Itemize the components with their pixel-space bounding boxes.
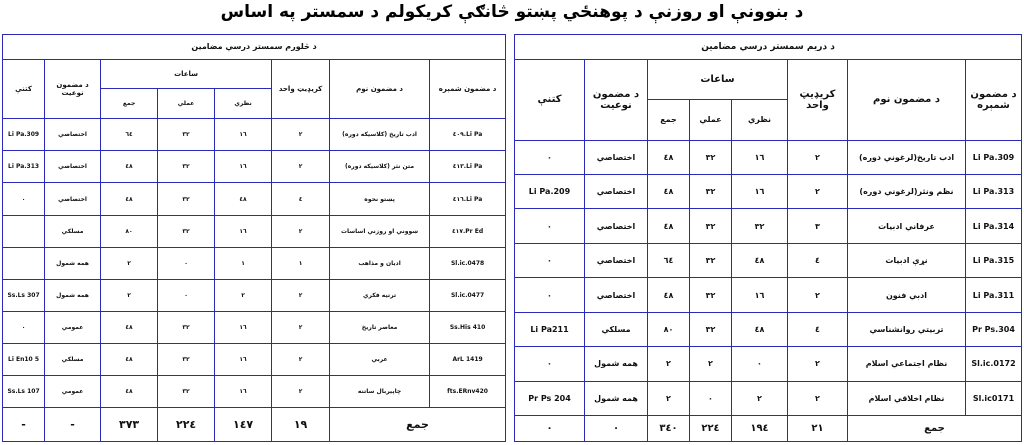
cell-credit: ٤ xyxy=(788,243,848,277)
cell-theory: ١٦ xyxy=(732,140,788,174)
cell-total: ٤٨ xyxy=(648,174,690,208)
totals-theory: ١٩٤ xyxy=(732,416,788,442)
cell-type: مسلکي xyxy=(585,312,648,346)
cell-practical: ٣٢ xyxy=(158,311,215,343)
totals-total: ٣٧٣ xyxy=(101,407,158,441)
cell-credit: ٢ xyxy=(788,140,848,174)
cell-code: Pr Ps.304 xyxy=(966,312,1022,346)
cell-name: تربيتي روانشناسي xyxy=(848,312,966,346)
cell-practical: ٣٢ xyxy=(690,312,732,346)
cell-credit: ٢ xyxy=(788,347,848,381)
cell-theory: ٤٨ xyxy=(732,243,788,277)
table-row xyxy=(3,151,506,183)
header-type: د مضمون نوعيت xyxy=(45,59,101,119)
semester-rows xyxy=(3,119,506,407)
cell-prereq: Li Pa.309 xyxy=(3,119,45,151)
cell-practical: ٣٢ xyxy=(690,243,732,277)
table-row xyxy=(515,278,1022,312)
cell-code: Li Pa.٤١٦ xyxy=(430,183,506,215)
cell-credit: ٢ xyxy=(272,215,330,247)
cell-type: اختصاصي xyxy=(585,209,648,243)
cell-theory: ٤٨ xyxy=(215,183,272,215)
cell-name: ادب تاريخ (کلاسيکه دوره) xyxy=(330,119,430,151)
cell-prereq: Li Pa211 xyxy=(515,312,585,346)
cell-name: نړې ادبيات xyxy=(848,243,966,277)
cell-total: ٤٨ xyxy=(648,209,690,243)
cell-credit: ٤ xyxy=(272,183,330,215)
cell-theory: ٠ xyxy=(732,347,788,381)
cell-code: Li Pa.311 xyxy=(966,278,1022,312)
cell-code: Li Pa.٤٠٩ xyxy=(430,119,506,151)
cell-credit: ٢ xyxy=(272,151,330,183)
cell-name: ادب تاريخ(لرغوني دوره) xyxy=(848,140,966,174)
cell-type: همه شمول xyxy=(45,247,101,279)
cell-practical: ٣٢ xyxy=(690,278,732,312)
header-type: د مضمون نوعيت xyxy=(585,59,648,140)
cell-credit: ٢ xyxy=(788,174,848,208)
totals-prereq: - xyxy=(3,407,45,441)
header-total: جمع xyxy=(101,89,158,119)
cell-practical: ٣٢ xyxy=(158,375,215,407)
totals-theory: ١٤٧ xyxy=(215,407,272,441)
cell-type: اختصاصي xyxy=(45,183,101,215)
table-row xyxy=(3,343,506,375)
table-row xyxy=(3,215,506,247)
cell-name: پښتو نحوه xyxy=(330,183,430,215)
totals-type: - xyxy=(45,407,101,441)
cell-total: ٦٤ xyxy=(648,243,690,277)
cell-credit: ٢ xyxy=(272,375,330,407)
cell-total: ٢ xyxy=(648,381,690,415)
cell-total: ٤٨ xyxy=(101,183,158,215)
cell-code: Li Pa.314 xyxy=(966,209,1022,243)
cell-practical: ٠ xyxy=(158,279,215,311)
cell-prereq: ٠ xyxy=(3,311,45,343)
header-theory: نظري xyxy=(215,89,272,119)
table-row xyxy=(515,209,1022,243)
table-row xyxy=(3,247,506,279)
cell-code: Sl.ic0171 xyxy=(966,381,1022,415)
semester-title: د دريم سمستر درسي مضامين xyxy=(515,35,1022,60)
cell-prereq: Ss.Ls 307 xyxy=(3,279,45,311)
cell-name: نظام اجتماعي اسلام xyxy=(848,347,966,381)
cell-theory: ١٦ xyxy=(215,151,272,183)
cell-type: همه شمول xyxy=(585,347,648,381)
cell-prereq: ٠ xyxy=(515,140,585,174)
cell-theory: ٤٨ xyxy=(732,312,788,346)
cell-code: Sl.ic.0172 xyxy=(966,347,1022,381)
cell-practical: ٣٢ xyxy=(158,151,215,183)
semester-rows xyxy=(515,140,1022,416)
cell-type: اختصاصي xyxy=(585,174,648,208)
cell-code: Ss.His 410 xyxy=(430,311,506,343)
cell-name: نظام اخلاقي اسلام xyxy=(848,381,966,415)
cell-type: عمومي xyxy=(45,311,101,343)
totals-label: جمع xyxy=(330,407,506,441)
cell-credit: ٢ xyxy=(788,381,848,415)
totals-credit: ٢١ xyxy=(788,416,848,442)
cell-name: ښوونې او روزنې اساسات xyxy=(330,215,430,247)
cell-type: همه شمول xyxy=(585,381,648,415)
cell-credit: ٢ xyxy=(272,343,330,375)
cell-code: Sl.ic.0478 xyxy=(430,247,506,279)
cell-name: ادبي فنون xyxy=(848,278,966,312)
cell-prereq: Pr Ps 204 xyxy=(515,381,585,415)
header-theory: نظري xyxy=(732,99,788,140)
totals-prereq: ٠ xyxy=(515,416,585,442)
totals-label: جمع xyxy=(848,416,1022,442)
cell-code: Pr Ed.٤١٧ xyxy=(430,215,506,247)
table-row xyxy=(3,279,506,311)
header-practical: عملي xyxy=(690,99,732,140)
totals-total: ٣٤٠ xyxy=(648,416,690,442)
cell-theory: ١٦ xyxy=(215,375,272,407)
totals-row xyxy=(515,416,1022,442)
cell-total: ٢ xyxy=(101,247,158,279)
table-row xyxy=(515,381,1022,415)
cell-theory: ١٦ xyxy=(215,119,272,151)
cell-theory: ٣٢ xyxy=(732,209,788,243)
cell-credit: ١ xyxy=(272,247,330,279)
totals-practical: ٢٢٤ xyxy=(158,407,215,441)
cell-theory: ١٦ xyxy=(215,215,272,247)
cell-total: ٤٨ xyxy=(648,278,690,312)
cell-practical: ٢ xyxy=(690,347,732,381)
cell-practical: ٣٢ xyxy=(690,174,732,208)
cell-total: ٤٨ xyxy=(101,375,158,407)
cell-theory: ١٦ xyxy=(732,278,788,312)
cell-prereq: ٠ xyxy=(515,278,585,312)
cell-credit: ٣ xyxy=(788,209,848,243)
cell-prereq xyxy=(3,215,45,247)
table-row xyxy=(515,140,1022,174)
page-title: د بنوونې او روزنې د پوهنځي پښتو څانګې کريکولم د سمستر په اساس xyxy=(220,2,804,22)
cell-total: ٢ xyxy=(648,347,690,381)
cell-prereq xyxy=(3,247,45,279)
cell-prereq: Ss.Ls 107 xyxy=(3,375,45,407)
table-row xyxy=(515,243,1022,277)
totals-row xyxy=(3,407,506,441)
table-row xyxy=(515,174,1022,208)
totals-credit: ١٩ xyxy=(272,407,330,441)
cell-total: ٤٨ xyxy=(648,140,690,174)
cell-practical: ٣٢ xyxy=(690,140,732,174)
cell-name: نظم ونثر(لرغوني دوره) xyxy=(848,174,966,208)
cell-name: عرفاني ادبيات xyxy=(848,209,966,243)
cell-code: Li Pa.309 xyxy=(966,140,1022,174)
cell-prereq: Li Pa.209 xyxy=(515,174,585,208)
header-code: د مضمون شمېره xyxy=(966,59,1022,140)
cell-theory: ٢ xyxy=(732,381,788,415)
cell-practical: ٣٢ xyxy=(158,343,215,375)
header-code: د مضمون شمېره xyxy=(430,59,506,119)
cell-prereq: ٠ xyxy=(515,243,585,277)
cell-type: اختصاصي xyxy=(45,151,101,183)
cell-total: ٢ xyxy=(101,279,158,311)
table-row xyxy=(515,347,1022,381)
cell-prereq: ٠ xyxy=(515,347,585,381)
cell-name: چاپيربال ساتنه xyxy=(330,375,430,407)
cell-theory: ٢ xyxy=(215,279,272,311)
cell-name: ترتيه فکري xyxy=(330,279,430,311)
header-practical: عملي xyxy=(158,89,215,119)
cell-credit: ٤ xyxy=(788,312,848,346)
cell-name: عربي xyxy=(330,343,430,375)
cell-total: ٤٨ xyxy=(101,343,158,375)
cell-type: اختصاصي xyxy=(585,278,648,312)
cell-theory: ١٦ xyxy=(732,174,788,208)
cell-total: ٨٠ xyxy=(648,312,690,346)
cell-code: fts.ERnv420 xyxy=(430,375,506,407)
cell-prereq: ٠ xyxy=(3,183,45,215)
table-row xyxy=(3,375,506,407)
cell-total: ٦٤ xyxy=(101,119,158,151)
cell-credit: ٢ xyxy=(272,119,330,151)
cell-code: Li Pa.٤١٣ xyxy=(430,151,506,183)
cell-type: اختصاصي xyxy=(585,140,648,174)
cell-code: Li Pa.315 xyxy=(966,243,1022,277)
header-total: جمع xyxy=(648,99,690,140)
semester-title: د څلورم سمستر درسي مضامين xyxy=(3,35,506,60)
cell-name: متن نثر (کلاسيکه دوره) xyxy=(330,151,430,183)
cell-type: عمومي xyxy=(45,375,101,407)
cell-theory: ١٦ xyxy=(215,343,272,375)
table-row xyxy=(515,312,1022,346)
header-name: د مضمون نوم xyxy=(330,59,430,119)
cell-type: مسلکي xyxy=(45,215,101,247)
header-prereq: کتنې xyxy=(3,59,45,119)
cell-credit: ٢ xyxy=(272,311,330,343)
cell-practical: ٣٢ xyxy=(158,215,215,247)
header-hours: ساعات xyxy=(101,59,272,89)
cell-prereq: ٠ xyxy=(515,209,585,243)
header-prereq: کتنې xyxy=(515,59,585,140)
cell-credit: ٢ xyxy=(272,279,330,311)
cell-practical: ٠ xyxy=(690,381,732,415)
cell-total: ٤٨ xyxy=(101,151,158,183)
semester-table-third xyxy=(514,34,1022,442)
cell-theory: ١ xyxy=(215,247,272,279)
cell-theory: ١٦ xyxy=(215,311,272,343)
header-name: د مضمون نوم xyxy=(848,59,966,140)
cell-practical: ٣٢ xyxy=(158,119,215,151)
cell-type: اختصاصي xyxy=(585,243,648,277)
cell-prereq: Li En10 5 xyxy=(3,343,45,375)
cell-code: ArL 1419 xyxy=(430,343,506,375)
totals-practical: ٢٢٤ xyxy=(690,416,732,442)
totals-type: ٠ xyxy=(585,416,648,442)
semester-table-fourth xyxy=(2,34,506,442)
cell-practical: ٣٢ xyxy=(158,183,215,215)
cell-code: Sl.ic.0477 xyxy=(430,279,506,311)
header-hours: ساعات xyxy=(648,59,788,99)
cell-name: معاصر تاريخ xyxy=(330,311,430,343)
cell-type: همه شمول xyxy=(45,279,101,311)
cell-practical: ٠ xyxy=(158,247,215,279)
header-credit: کريډيټ واحد xyxy=(272,59,330,119)
cell-type: مسلکي xyxy=(45,343,101,375)
cell-prereq: Li Pa.313 xyxy=(3,151,45,183)
table-row xyxy=(3,311,506,343)
cell-total: ٨٠ xyxy=(101,215,158,247)
header-credit: کريډيټ واحد xyxy=(788,59,848,140)
table-row xyxy=(3,183,506,215)
cell-credit: ٢ xyxy=(788,278,848,312)
cell-practical: ٣٢ xyxy=(690,209,732,243)
cell-code: Li Pa.313 xyxy=(966,174,1022,208)
cell-type: اختصاصي xyxy=(45,119,101,151)
cell-total: ٤٨ xyxy=(101,311,158,343)
table-row xyxy=(3,119,506,151)
cell-name: اديان و مذاهب xyxy=(330,247,430,279)
